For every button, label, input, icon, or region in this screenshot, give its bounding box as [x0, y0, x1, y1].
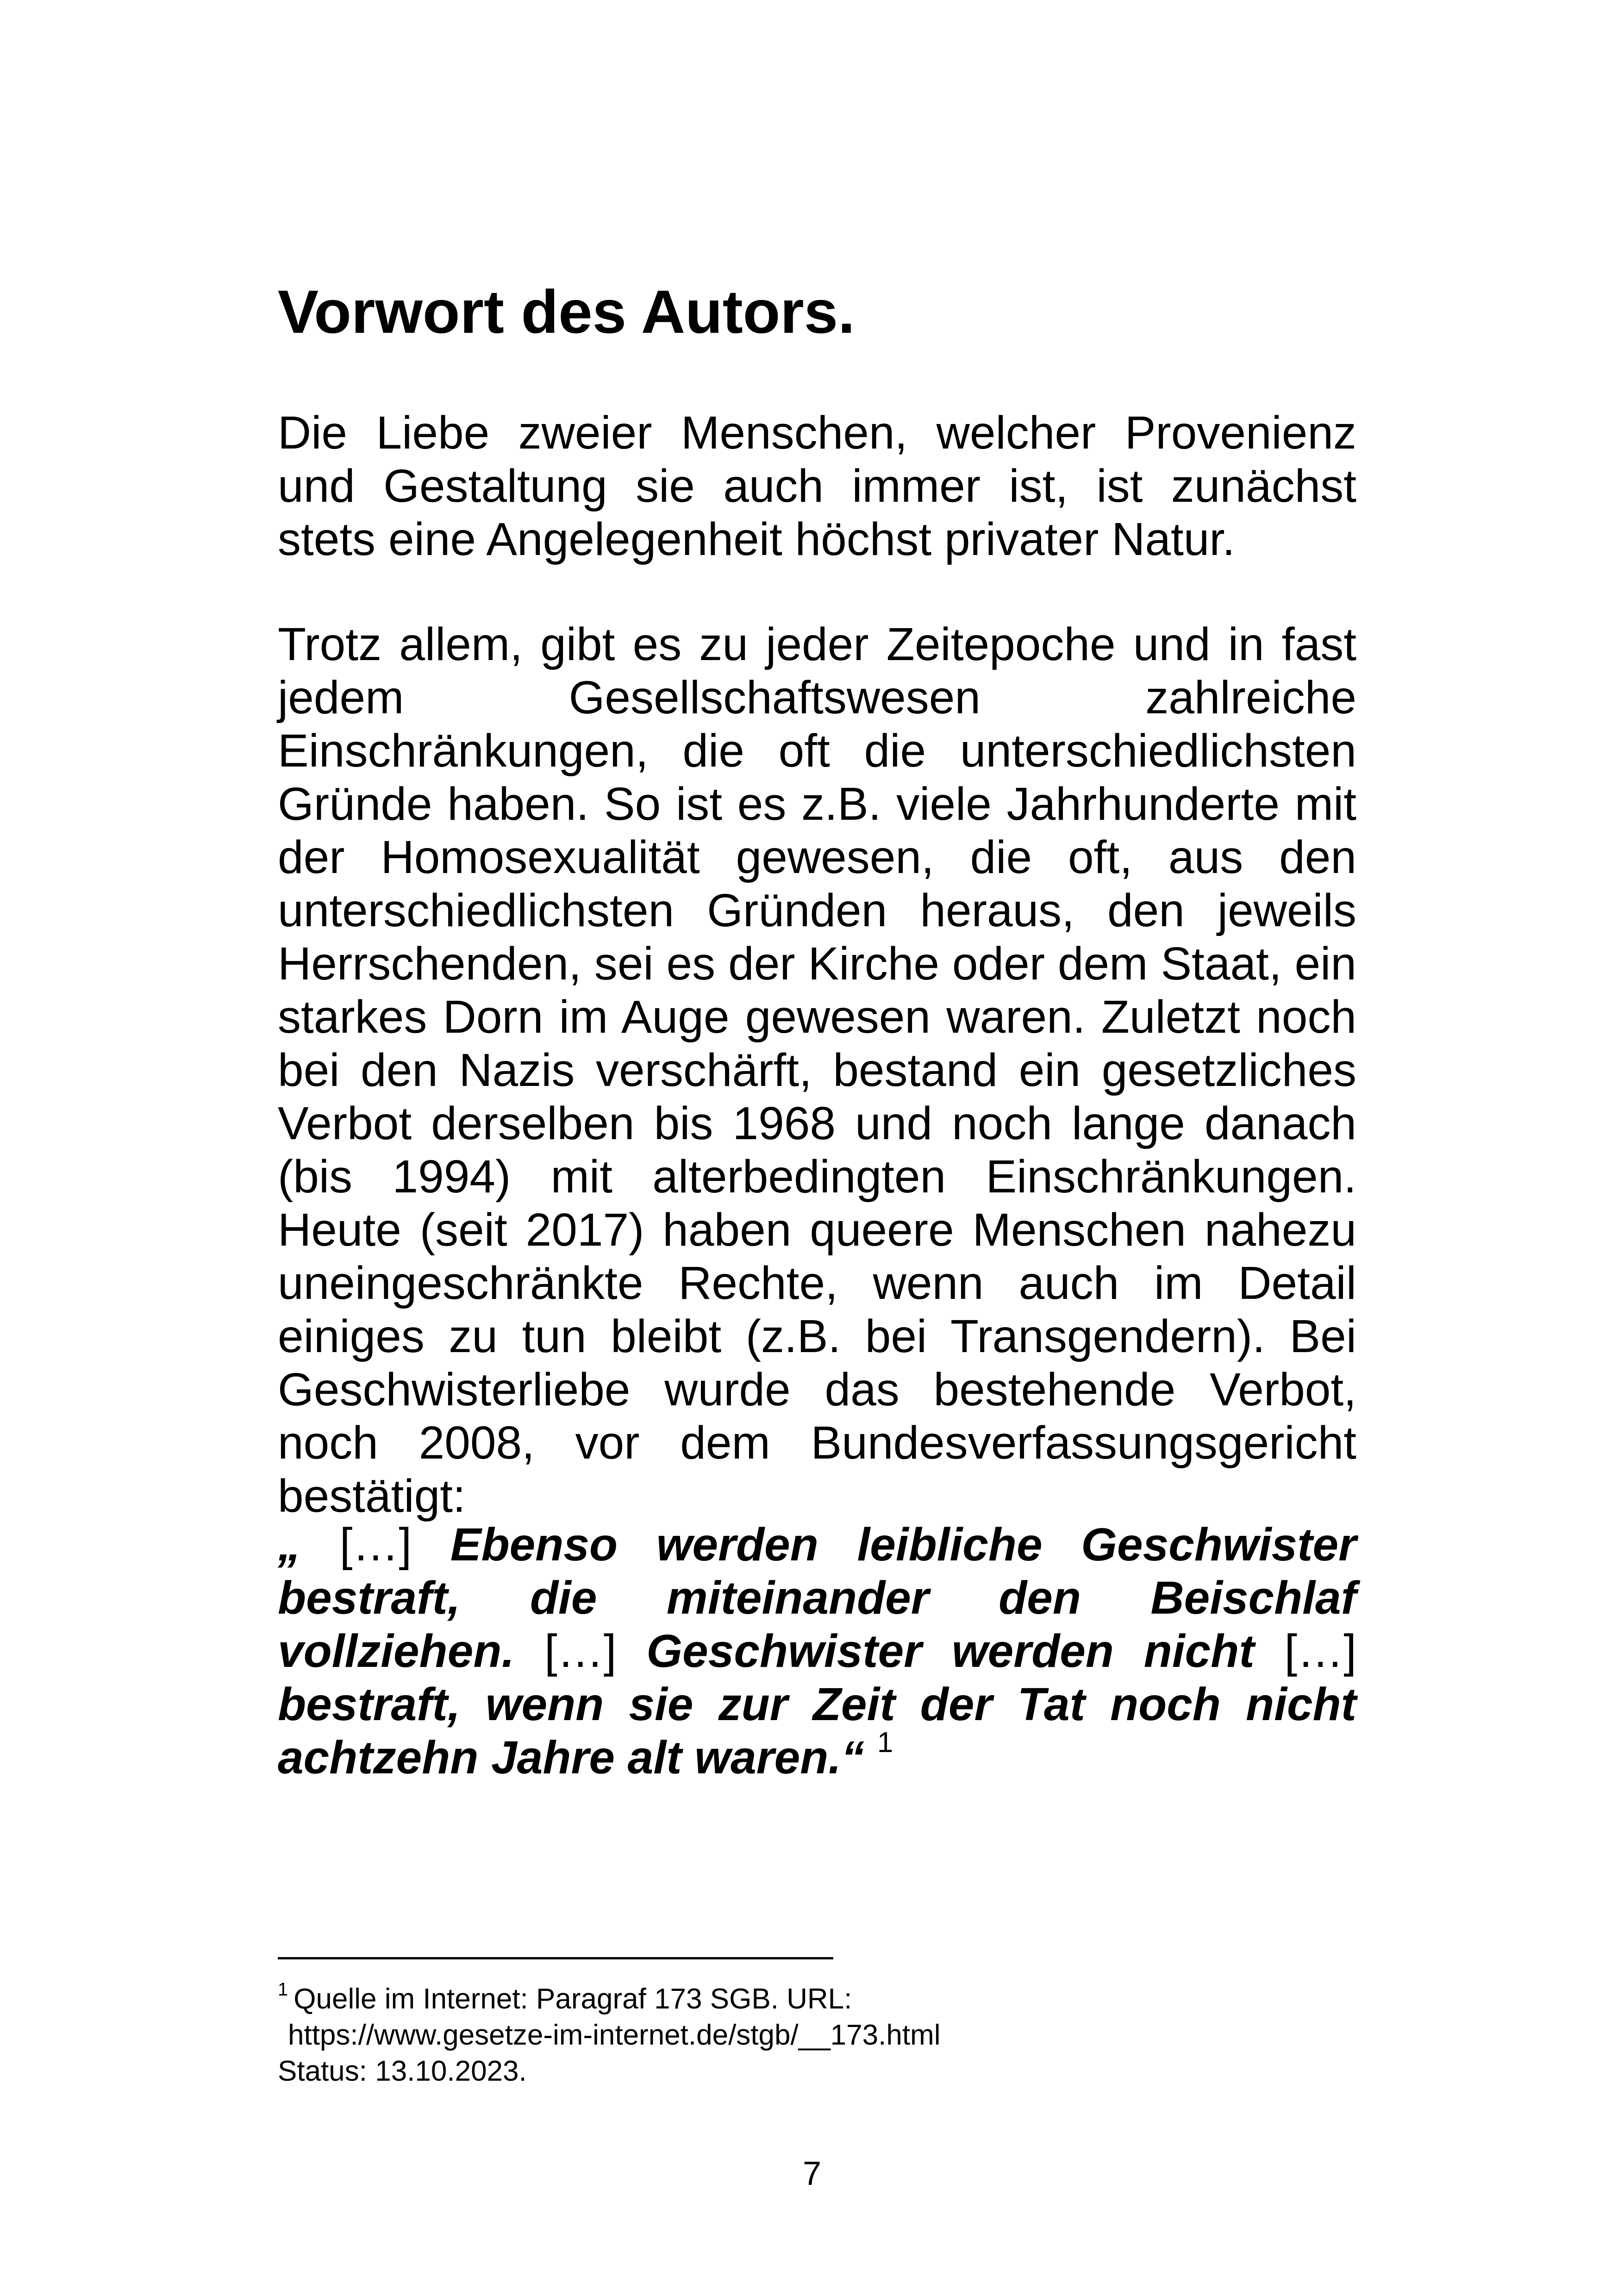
quote-ellipsis-2: […] — [514, 1625, 647, 1677]
footnote-reference: 1 — [877, 1727, 893, 1759]
quote-ellipsis-1: […] — [301, 1519, 450, 1571]
quote-part-2: Geschwister werden nicht — [646, 1625, 1255, 1677]
page-number: 7 — [802, 2155, 822, 2192]
body-paragraph-2: Trotz allem, gibt es zu jeder Zeitepoche und in fast jedem Gesellschaftswesen zahlreiche Einschränkungen, die oft die unterschiedlichsten Gründe haben. So ist es z.B. viele Jahrhunderte mit der Homosexualität gewesen, die oft, aus den unterschiedlichsten Gründen heraus, den jeweils Herrschenden, sei es der Kirche oder dem Staat, ein starkes Dorn im Auge gewesen waren. Zuletzt noch bei den Nazis verschärft, bestand ein gesetzliches Verbot derselben bis 1968 und noch lange danach (bis 1994) mit alterbedingten Einschränkungen. Heute (seit 2017) haben queere Menschen nahezu uneingeschränkte Rechte, wenn auch im Detail einiges zu tun bleibt (z.B. bei Transgendern). Bei Geschwisterliebe wurde das bestehende Verbot, noch 2008, vor dem Bundesverfassungsgericht bestätigt: — [278, 618, 1356, 1522]
footnote-line-1 — [278, 1981, 1356, 2017]
quote-part-1: Ebenso werden leibliche Geschwister bestraft, die miteinander den Beischlaf vollziehen. — [278, 1519, 1356, 1677]
quote-open-mark: „ — [278, 1519, 301, 1571]
quote-ellipsis-3: […] — [1254, 1625, 1356, 1677]
quote-part-3: bestraft, wenn sie zur Zeit der Tat noch nicht achtzehn Jahre alt waren.“ — [278, 1678, 1356, 1784]
footnote-separator — [278, 1957, 833, 1959]
footnote-marker: 1 — [278, 1979, 288, 2000]
chapter-heading: Vorwort des Autors. — [278, 278, 855, 346]
footnote-source: Quelle im Internet: Paragraf 173 SGB. URL: — [294, 1983, 852, 2015]
body-paragraph-1: Die Liebe zweier Menschen, welcher Provenienz und Gestaltung sie auch immer ist, ist zunächst stets eine Angelegenheit höchst privater Natur. — [278, 407, 1356, 565]
footnote-status: Status: 13.10.2023. — [278, 2055, 527, 2087]
footnote-url: https://www.gesetze-im-internet.de/stgb/__173.html — [288, 2019, 941, 2051]
footnote — [278, 1981, 1356, 2089]
legal-quote — [278, 1518, 1356, 1784]
